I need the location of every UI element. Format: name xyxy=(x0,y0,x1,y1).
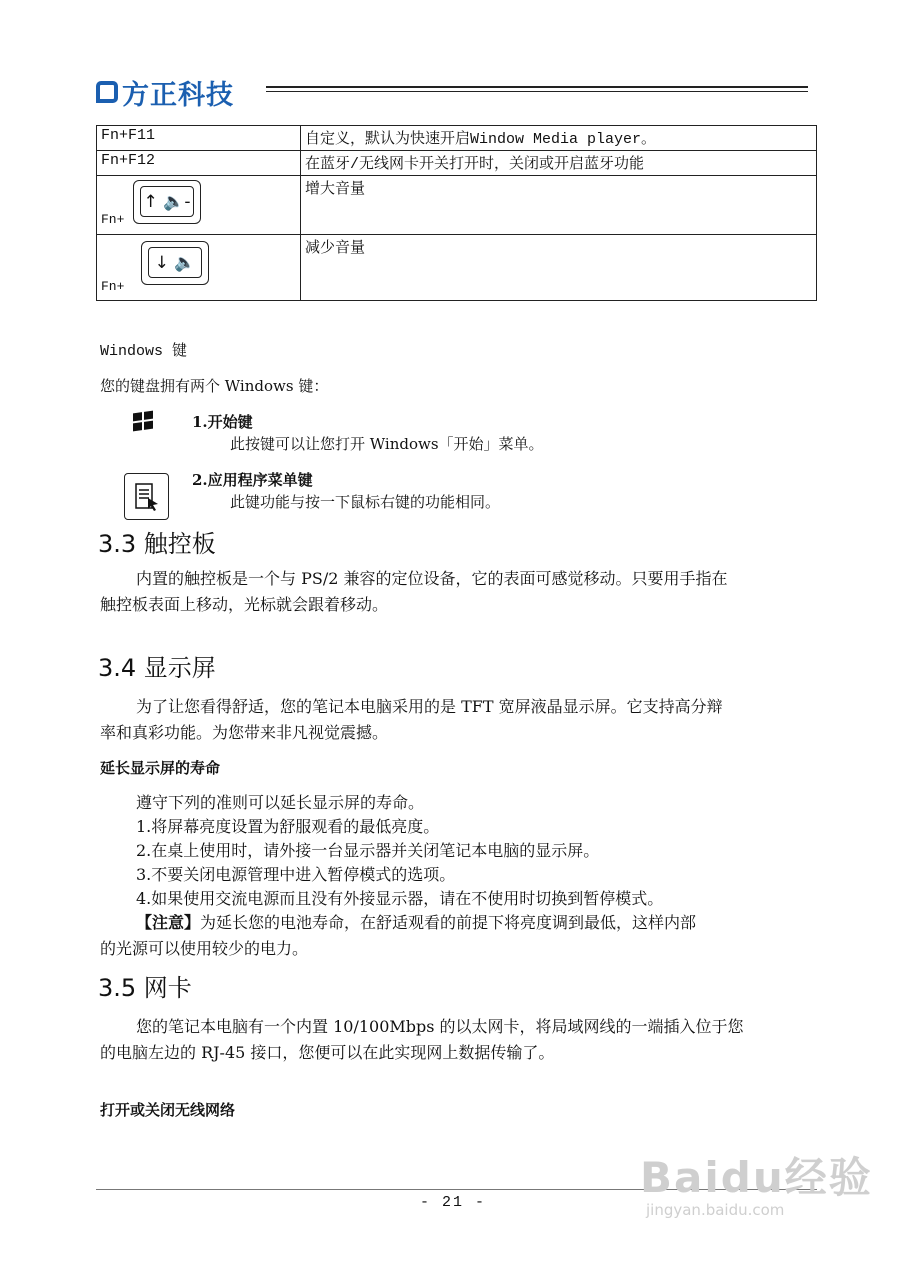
header-rule-thin xyxy=(266,91,808,92)
key-cell xyxy=(97,235,301,301)
fn-label: Fn+ xyxy=(101,212,125,227)
page-number: - 21 - xyxy=(420,1194,487,1211)
windows-key-intro: 您的键盘拥有两个 Windows 键： xyxy=(100,377,329,395)
fn-key-table xyxy=(96,125,817,301)
menu-key-text: 此键功能与按一下鼠标右键的功能相同。 xyxy=(230,493,501,511)
display-para-line2: 率和真彩功能。为您带来非凡视觉震撼。 xyxy=(100,723,389,742)
company-logo xyxy=(96,76,234,111)
note-label: 【注意】 xyxy=(136,913,201,932)
touchpad-para-line1: 内置的触控板是一个与 PS/2 兼容的定位设备，它的表面可感觉移动。只要用手指在 xyxy=(136,569,728,588)
volume-down-glyph: ↓ 🔈 xyxy=(148,247,202,278)
desc-cell: 在蓝牙/无线网卡开关打开时，关闭或开启蓝牙功能 xyxy=(301,151,817,176)
baidu-watermark xyxy=(640,1145,873,1219)
key-cell xyxy=(97,176,301,235)
key-cell: Fn+F11 xyxy=(97,126,301,151)
start-key-text: 此按键可以让您打开 Windows「开始」菜单。 xyxy=(230,435,544,453)
windows-key-heading: Windows 键 xyxy=(100,343,188,360)
section-title-network: 3.5 网卡 xyxy=(98,974,192,1002)
table-row xyxy=(97,151,817,176)
watermark-url: jingyan.baidu.com xyxy=(646,1201,785,1219)
list-item: 1.将屏幕亮度设置为舒服观看的最低亮度。 xyxy=(136,817,440,836)
volume-up-glyph: ↑ 🔈- xyxy=(140,186,194,217)
logo-text: 方正科技 xyxy=(122,79,234,111)
display-sub-heading: 延长显示屏的寿命 xyxy=(100,759,221,777)
volume-up-key-icon xyxy=(133,180,201,224)
note-line1 xyxy=(136,910,696,936)
volume-down-key-icon xyxy=(141,241,209,285)
desc-cell: 减少音量 xyxy=(301,235,817,301)
note-text: 为延长您的电池寿命，在舒适观看的前提下将亮度调到最低，这样内部 xyxy=(200,913,697,932)
key-cell: Fn+F12 xyxy=(97,151,301,176)
list-item: 4.如果使用交流电源而且没有外接显示器，请在不使用时切换到暂停模式。 xyxy=(136,889,664,908)
desc-cell: 增大音量 xyxy=(301,176,817,235)
list-item: 2.在桌上使用时，请外接一台显示器并关闭笔记本电脑的显示屏。 xyxy=(136,841,600,860)
section-title-touchpad: 3.3 触控板 xyxy=(98,530,216,558)
touchpad-para-line2: 触控板表面上移动，光标就会跟着移动。 xyxy=(100,595,389,614)
menu-glyph-icon xyxy=(134,482,160,512)
section-title-display: 3.4 显示屏 xyxy=(98,654,216,682)
table-row xyxy=(97,235,817,301)
wireless-sub-heading: 打开或关闭无线网络 xyxy=(100,1101,236,1119)
network-para-line2: 的电脑左边的 RJ-45 接口，您便可以在此实现网上数据传输了。 xyxy=(100,1043,555,1062)
note-line2: 的光源可以使用较少的电力。 xyxy=(100,939,309,958)
table-row xyxy=(97,176,817,235)
watermark-brand: Baidu经验 xyxy=(640,1153,873,1202)
start-key-title: 1.开始键 xyxy=(192,413,253,431)
list-item: 3.不要关闭电源管理中进入暂停模式的选项。 xyxy=(136,865,456,884)
network-para-line1: 您的笔记本电脑有一个内置 10/100Mbps 的以太网卡，将局域网线的一端插入位于您 xyxy=(136,1017,744,1036)
display-rules-intro: 遵守下列的准则可以延长显示屏的寿命。 xyxy=(136,793,425,812)
header-rule xyxy=(266,86,808,88)
menu-key-title: 2.应用程序菜单键 xyxy=(192,471,313,489)
table-row xyxy=(97,126,817,151)
logo-mark-icon xyxy=(96,81,118,103)
windows-logo-icon xyxy=(133,411,153,432)
app-menu-key-icon xyxy=(124,473,169,520)
fn-label: Fn+ xyxy=(101,279,125,294)
display-para-line1: 为了让您看得舒适，您的笔记本电脑采用的是 TFT 宽屏液晶显示屏。它支持高分辩 xyxy=(136,697,723,716)
desc-cell: 自定义，默认为快速开启Window Media player。 xyxy=(301,126,817,151)
